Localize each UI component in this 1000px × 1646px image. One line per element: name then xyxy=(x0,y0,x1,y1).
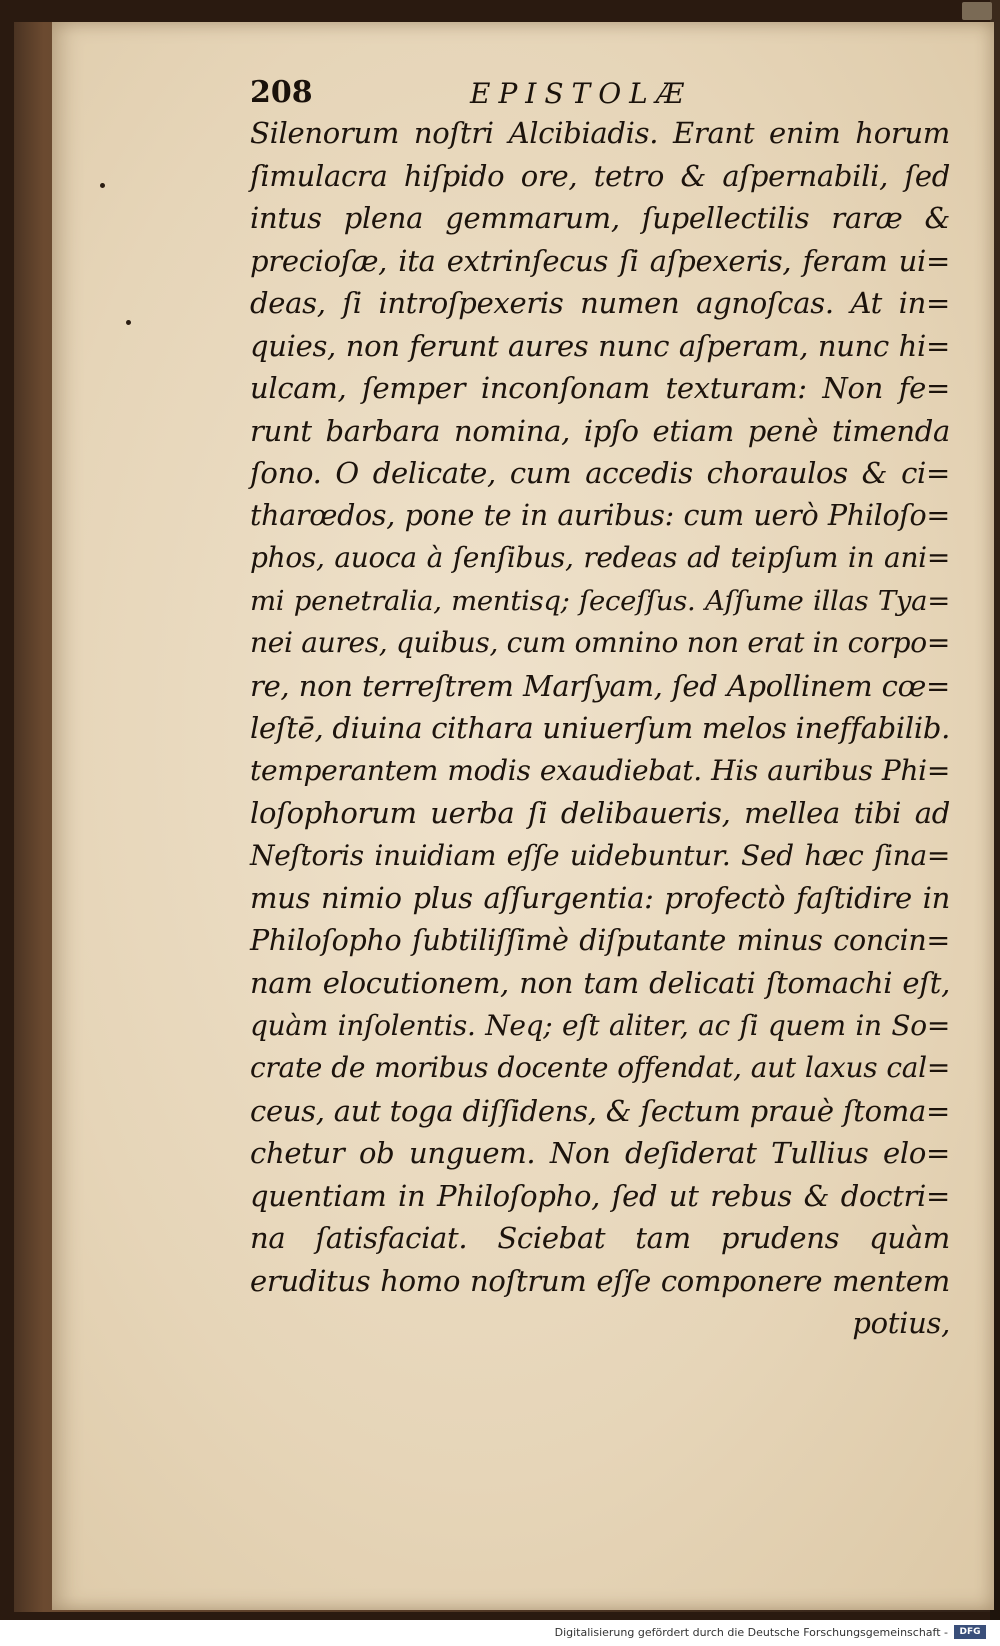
text-line: Philoſopho ſubtiliſſimè diſputante minus concin= xyxy=(250,923,950,957)
ink-speck xyxy=(100,183,105,188)
text-line: deas, ſi introſpexeris numen agnoſcas. At in= xyxy=(250,286,950,320)
body-text xyxy=(250,112,950,1345)
text-line: Neſtoris inuidiam eſſe uidebuntur. Sed hæc ſina= xyxy=(250,838,950,872)
text-line: ceus, aut toga diſſidens, & ſectum prauè ſtoma= xyxy=(250,1093,950,1128)
text-line: nei aures, quibus, cum omnino non erat in corpo= xyxy=(250,626,950,659)
running-head: EPISTOLÆ xyxy=(470,77,692,110)
text-line: crate de moribus docente offendat, aut laxus cal= xyxy=(250,1051,950,1084)
text-line: quàm inſolentis. Neq; eſt aliter, ac ſi quem in So= xyxy=(250,1008,950,1042)
catchword: potius, xyxy=(852,1306,950,1340)
text-line: nam elocutionem, non tam delicati ſtomachi eſt, xyxy=(250,966,950,1000)
text-line: chetur ob unguem. Non deſiderat Tullius elo= xyxy=(250,1136,950,1170)
text-line: eruditus homo noſtrum eſſe componere mentem xyxy=(250,1263,950,1298)
text-line: mus nimio plus aſſurgentia: profectò faſtidire in xyxy=(250,881,950,915)
text-line: ſono. O delicate, cum accedis choraulos & ci= xyxy=(250,456,950,490)
text-line: re, non terreſtrem Marſyam, ſed Apollinem cœ= xyxy=(250,668,950,703)
dfg-logo-icon[interactable]: DFG xyxy=(954,1625,986,1639)
text-line: quentiam in Philoſopho, ſed ut rebus & doctri= xyxy=(250,1178,950,1213)
text-line: loſophorum uerba ſi delibaueris, mellea tibi ad xyxy=(250,796,950,830)
page-number: 208 xyxy=(250,75,313,110)
text-line: leſtē, diuina cithara uniuerſum melos ineffabilib. xyxy=(250,711,950,745)
text-line: tharœdos, pone te in auribus: cum uerò Philoſo= xyxy=(250,498,950,532)
footer-bar xyxy=(0,1620,1000,1646)
text-line: quies, non ferunt aures nunc aſperam, nunc hi= xyxy=(250,328,950,363)
text-line: ulcam, ſemper inconſonam texturam: Non fe= xyxy=(250,371,950,405)
text-line: mi penetralia, mentisq; ſeceſſus. Aſſume illas Tya= xyxy=(250,584,950,617)
text-line: temperantem modis exaudiebat. His auribus Phi= xyxy=(250,753,950,787)
text-line: intus plena gemmarum, ſupellectilis raræ & xyxy=(250,201,950,235)
corner-marker xyxy=(962,2,992,20)
text-line: ſimulacra hiſpido ore, tetro & aſpernabili, ſed xyxy=(250,158,950,193)
funding-credit: Digitalisierung gefördert durch die Deutsche Forschungsgemeinschaft - xyxy=(554,1626,948,1639)
ink-speck xyxy=(126,320,131,325)
text-line: na ſatisfaciat. Sciebat tam prudens quàm xyxy=(250,1221,950,1255)
text-line: phos, auoca à ſenſibus, redeas ad teipſum in ani= xyxy=(250,541,950,574)
text-line: precioſæ, ita extrinſecus ſi aſpexeris, feram ui= xyxy=(250,243,950,278)
text-line: runt barbara nomina, ipſo etiam penè timenda xyxy=(250,413,950,448)
text-line: Silenorum noſtri Alcibiadis. Erant enim horum xyxy=(250,116,950,150)
